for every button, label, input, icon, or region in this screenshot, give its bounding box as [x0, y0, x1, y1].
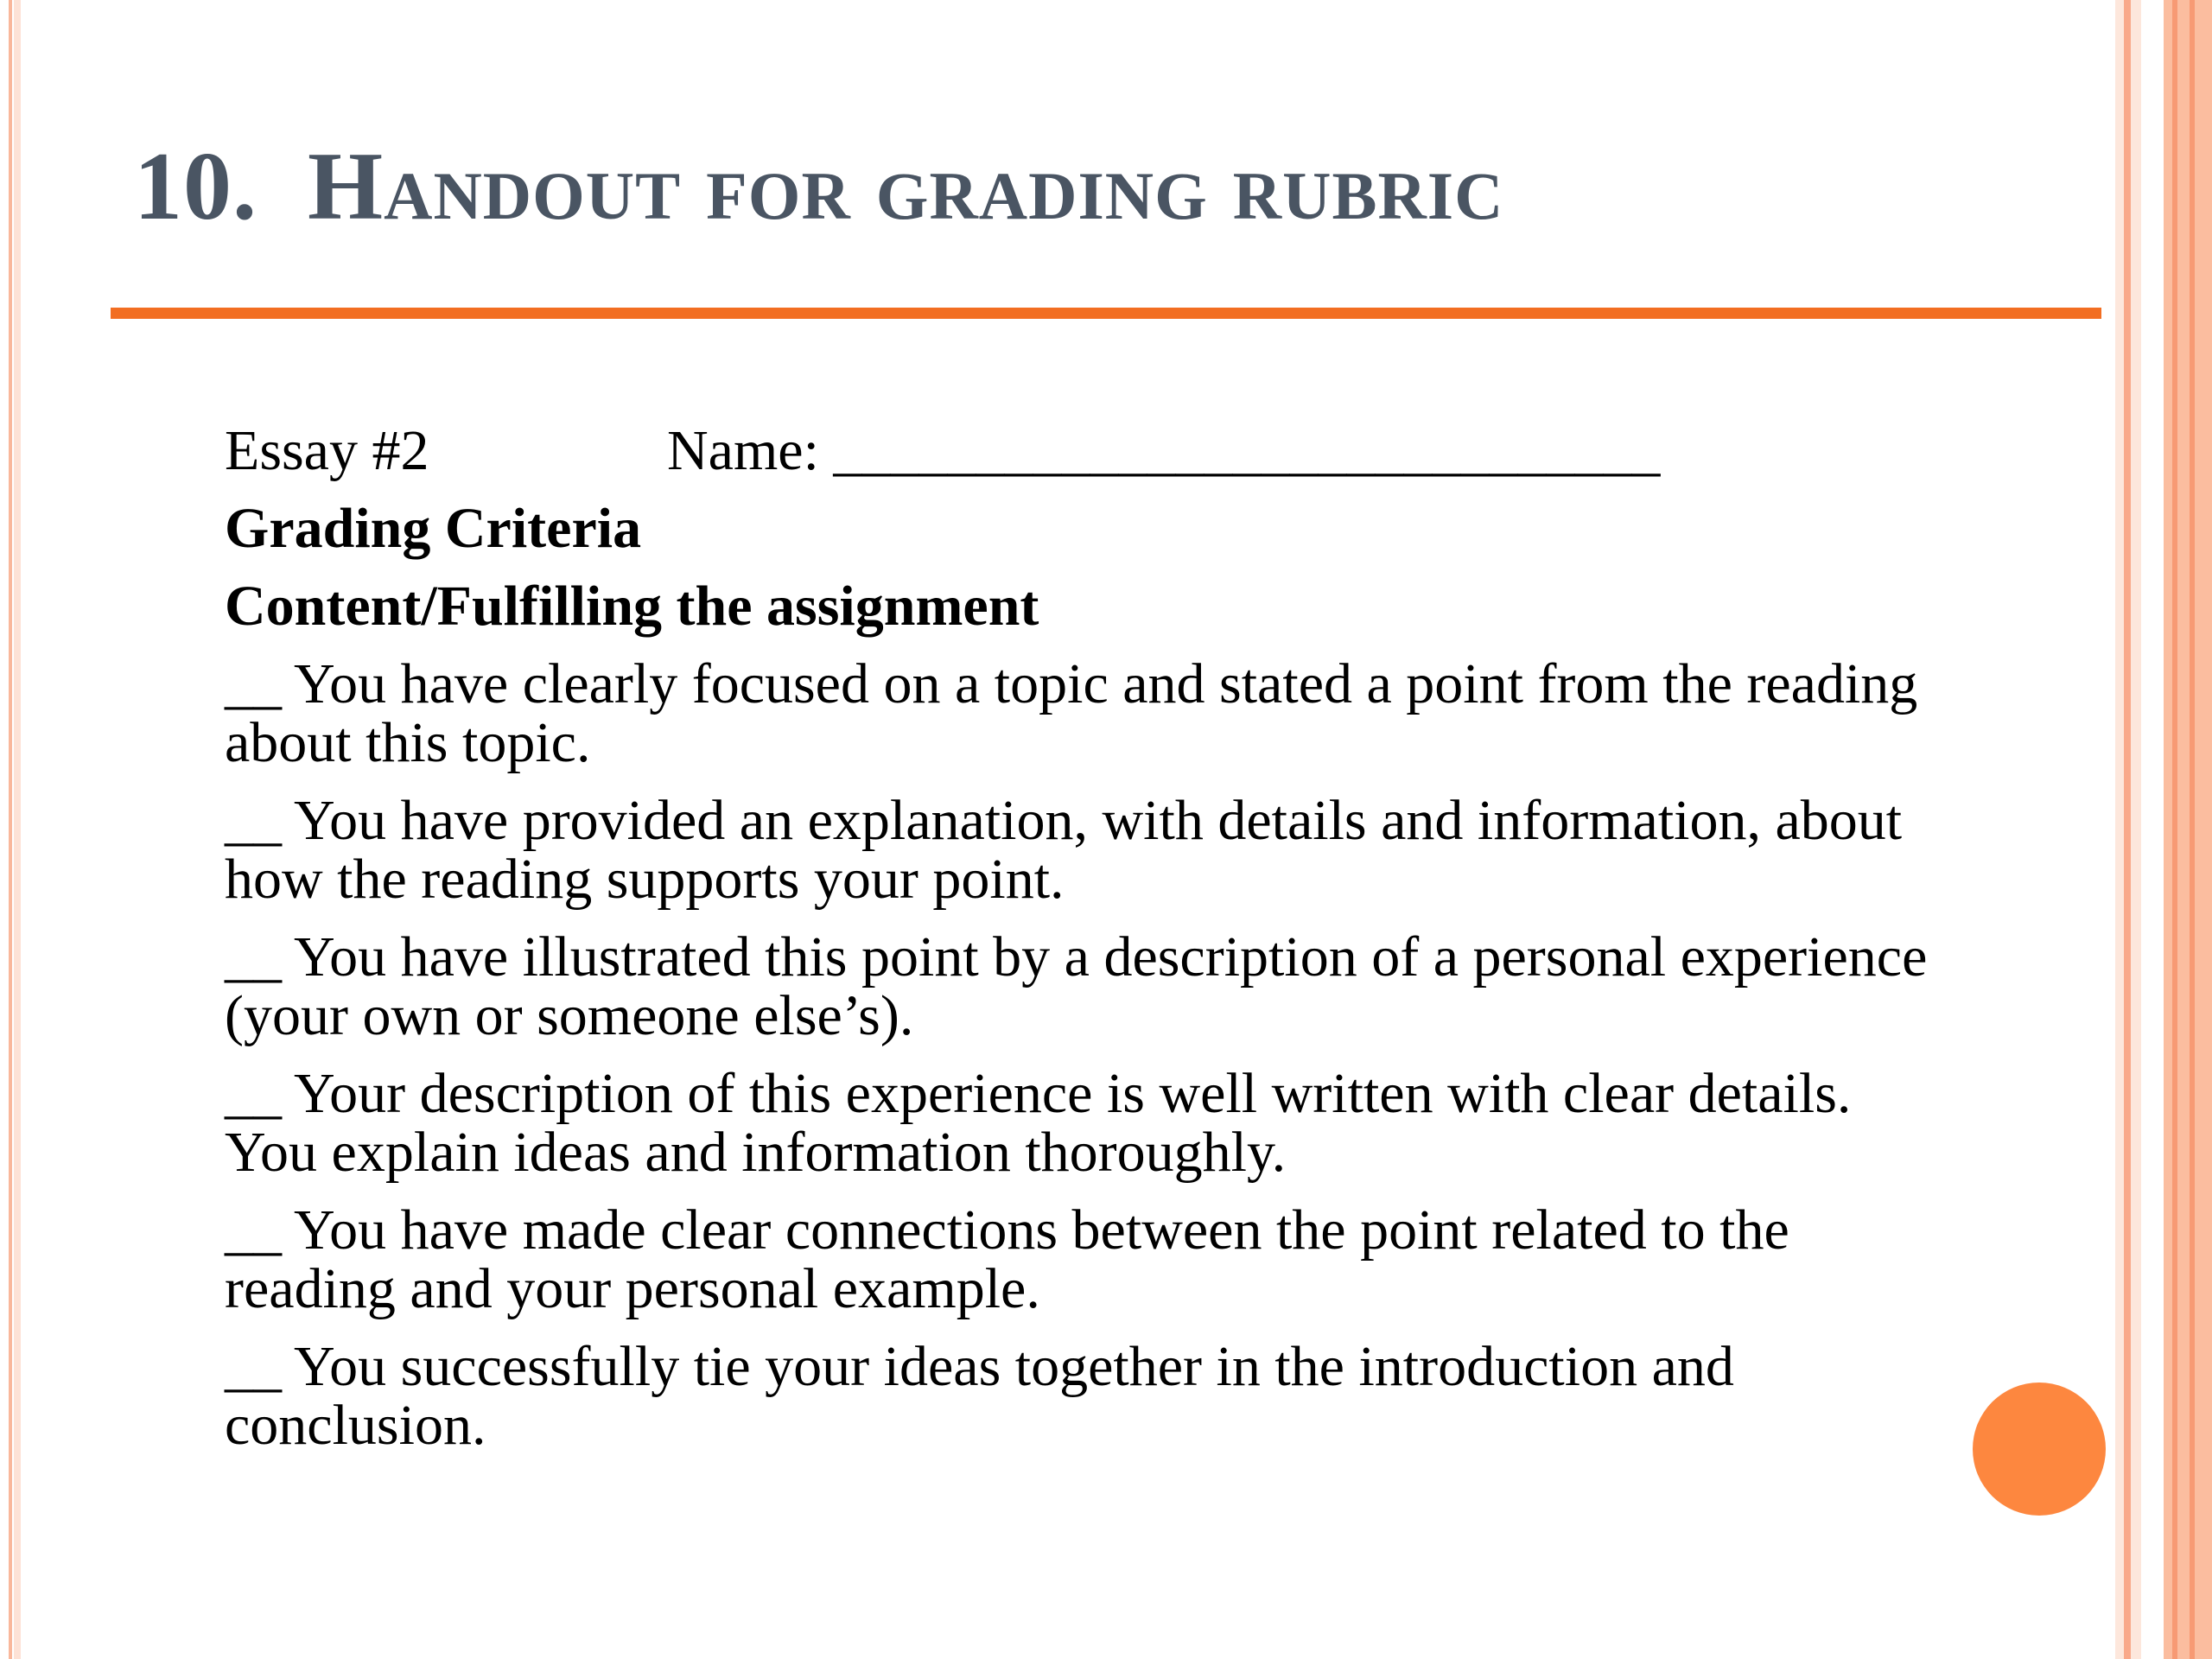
name-field-label: Name: _____________________________: [667, 419, 1661, 482]
left-decorative-border: [0, 0, 24, 1659]
grading-criteria-heading: Grading Criteria: [225, 497, 642, 560]
right-decorative-border: [2115, 0, 2212, 1659]
criteria-item: __ You have provided an explanation, with details and information, about how the reading supports your point.: [225, 789, 1903, 911]
criteria-item: __ You have illustrated this point by a description of a personal experience (your own or someone else’s).: [225, 925, 1928, 1047]
title-initial: H: [308, 133, 385, 240]
rubric-content: [225, 419, 1953, 1474]
criteria-item: __ You have clearly focused on a topic and stated a point from the reading about this topic.: [225, 652, 1918, 774]
decorative-orange-circle: [1973, 1382, 2106, 1516]
title-number: 10.: [134, 133, 257, 240]
content-heading: Content/Fulfilling the assignment: [225, 575, 1039, 638]
essay-number-label: Essay #2: [225, 419, 429, 482]
criteria-item: __ You successfully tie your ideas together in the introduction and conclusion.: [225, 1335, 1734, 1457]
criteria-item: __ You have made clear connections between the point related to the reading and your personal example.: [225, 1198, 1789, 1320]
criteria-item: __ Your description of this experience is well written with clear details. You explain ideas and information thoroughly.: [225, 1062, 1852, 1184]
criteria-list: [225, 652, 1953, 1457]
essay-name-row: [225, 419, 1953, 484]
slide-title: [134, 133, 1504, 240]
title-rest: andout for grading rubric: [384, 133, 1504, 240]
title-underline-rule: [111, 308, 2101, 319]
